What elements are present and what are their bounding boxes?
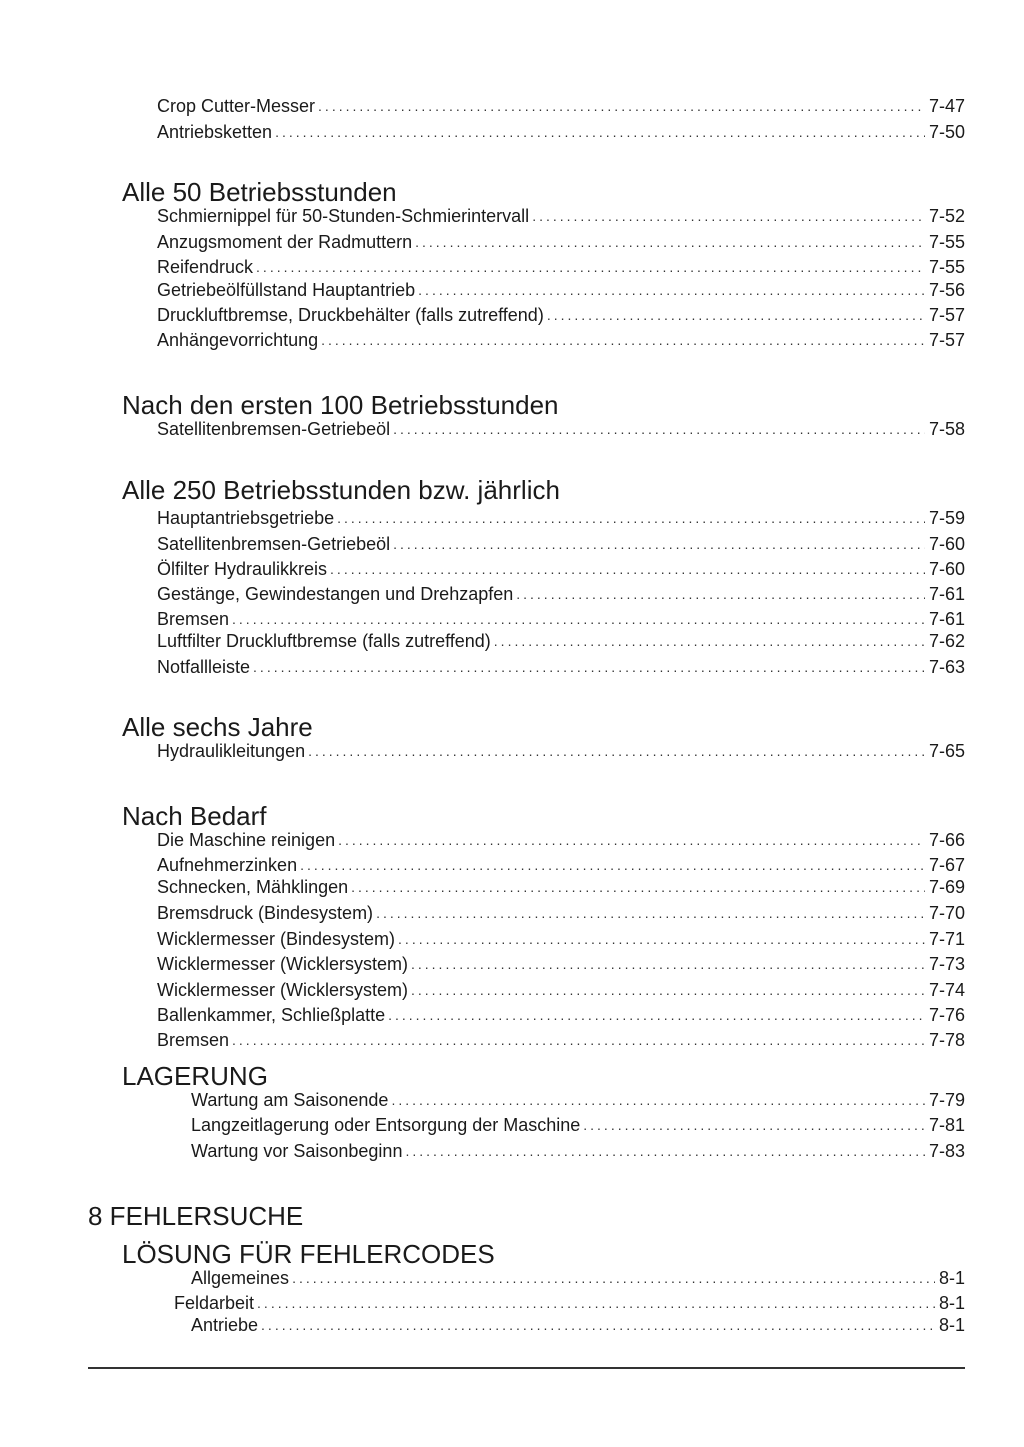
toc-leader	[376, 902, 925, 924]
toc-entry[interactable]	[157, 1004, 965, 1026]
toc-entry[interactable]	[157, 1029, 965, 1051]
toc-page-number: 7-58	[928, 419, 965, 439]
toc-leader	[292, 1267, 935, 1289]
toc-leader	[253, 656, 925, 678]
toc-entry-label: Bremsen	[157, 609, 230, 629]
toc-leader	[583, 1114, 925, 1136]
toc-leader	[516, 583, 925, 605]
section-heading: LAGERUNG	[122, 1061, 268, 1091]
toc-entry[interactable]	[157, 829, 965, 851]
toc-entry[interactable]	[191, 1089, 965, 1111]
toc-entry[interactable]	[157, 256, 965, 278]
toc-entry-label: Hydraulikleitungen	[157, 741, 306, 761]
toc-page-number: 8-1	[938, 1293, 965, 1313]
chapter-heading: 8 FEHLERSUCHE	[88, 1201, 304, 1231]
toc-entry[interactable]	[157, 558, 965, 580]
toc-entry-label: Ölfilter Hydraulikkreis	[157, 559, 328, 579]
toc-entry[interactable]	[157, 329, 965, 351]
toc-page-number: 7-74	[928, 980, 965, 1000]
toc-entry[interactable]	[157, 304, 965, 326]
toc-entry-label: Notfallleiste	[157, 657, 251, 677]
toc-page-number: 7-59	[928, 508, 965, 528]
toc-page-number: 7-60	[928, 559, 965, 579]
toc-page-number: 7-63	[928, 657, 965, 677]
toc-page-number: 7-60	[928, 534, 965, 554]
toc-leader	[300, 854, 925, 876]
toc-entry-label: Wicklermesser (Bindesystem)	[157, 929, 396, 949]
toc-entry[interactable]	[157, 608, 965, 630]
toc-entry[interactable]	[157, 876, 965, 898]
toc-page-number: 7-73	[928, 954, 965, 974]
toc-entry-label: Antriebe	[191, 1315, 259, 1335]
toc-entry[interactable]	[174, 1292, 965, 1314]
toc-entry[interactable]	[157, 902, 965, 924]
toc-leader	[405, 1140, 925, 1162]
toc-page-number: 7-56	[928, 280, 965, 300]
toc-page-number: 7-71	[928, 929, 965, 949]
toc-page-number: 7-69	[928, 877, 965, 897]
toc-entry[interactable]	[191, 1314, 965, 1336]
toc-entry-label: Gestänge, Gewindestangen und Drehzapfen	[157, 584, 514, 604]
toc-leader	[330, 558, 925, 580]
toc-page-number: 7-83	[928, 1141, 965, 1161]
toc-entry-label: Wicklermesser (Wicklersystem)	[157, 954, 408, 974]
section-heading: Alle sechs Jahre	[122, 712, 313, 742]
toc-entry-label: Allgemeines	[191, 1268, 290, 1288]
toc-page-number: 7-52	[928, 206, 965, 226]
toc-leader	[411, 953, 925, 975]
toc-entry[interactable]	[157, 979, 965, 1001]
toc-leader	[308, 740, 925, 762]
toc-leader	[393, 533, 925, 555]
toc-entry[interactable]	[157, 231, 965, 253]
toc-entry-label: Anzugsmoment der Radmuttern	[157, 232, 413, 252]
toc-page-number: 7-55	[928, 257, 965, 277]
toc-entry[interactable]	[157, 630, 965, 652]
toc-leader	[393, 418, 925, 440]
toc-entry[interactable]	[157, 854, 965, 876]
toc-page-number: 8-1	[938, 1315, 965, 1335]
toc-leader	[261, 1314, 935, 1336]
toc-entry[interactable]	[157, 656, 965, 678]
toc-entry-label: Feldarbeit	[174, 1293, 255, 1313]
toc-leader	[418, 279, 925, 301]
toc-entry[interactable]	[157, 507, 965, 529]
toc-leader	[232, 608, 925, 630]
toc-entry-label: Schnecken, Mähklingen	[157, 877, 349, 897]
toc-page-number: 7-61	[928, 609, 965, 629]
toc-page-number: 7-79	[928, 1090, 965, 1110]
toc-leader	[256, 256, 925, 278]
toc-entry-label: Wartung am Saisonende	[191, 1090, 389, 1110]
toc-entry-label: Aufnehmerzinken	[157, 855, 298, 875]
toc-leader	[318, 95, 925, 117]
toc-entry-label: Crop Cutter-Messer	[157, 96, 316, 116]
toc-leader	[338, 829, 925, 851]
toc-page-number: 7-62	[928, 631, 965, 651]
toc-leader	[275, 121, 925, 143]
toc-leader	[388, 1004, 925, 1026]
section-heading: Nach Bedarf	[122, 801, 267, 831]
toc-entry-label: Langzeitlagerung oder Entsorgung der Maschine	[191, 1115, 581, 1135]
toc-entry[interactable]	[157, 533, 965, 555]
toc-page-number: 7-65	[928, 741, 965, 761]
toc-entry-label: Luftfilter Druckluftbremse (falls zutreffend)	[157, 631, 491, 651]
toc-entry[interactable]	[157, 95, 965, 117]
toc-entry-label: Hauptantriebsgetriebe	[157, 508, 335, 528]
toc-page-number: 7-57	[928, 305, 965, 325]
toc-entry[interactable]	[157, 740, 965, 762]
toc-entry[interactable]	[191, 1267, 965, 1289]
section-heading: Nach den ersten 100 Betriebsstunden	[122, 390, 559, 420]
section-heading: LÖSUNG FÜR FEHLERCODES	[122, 1239, 495, 1269]
toc-leader	[391, 1089, 925, 1111]
toc-entry-label: Getriebeölfüllstand Hauptantrieb	[157, 280, 416, 300]
toc-entry-label: Die Maschine reinigen	[157, 830, 336, 850]
toc-entry[interactable]	[157, 583, 965, 605]
toc-page-number: 7-70	[928, 903, 965, 923]
toc-page-number: 7-61	[928, 584, 965, 604]
toc-entry-label: Anhängevorrichtung	[157, 330, 319, 350]
toc-page-number: 7-78	[928, 1030, 965, 1050]
footer-rule	[88, 1367, 965, 1369]
toc-entry-label: Druckluftbremse, Druckbehälter (falls zutreffend)	[157, 305, 544, 325]
toc-leader	[411, 979, 925, 1001]
toc-page-number: 7-76	[928, 1005, 965, 1025]
toc-entry[interactable]	[157, 418, 965, 440]
toc-page-number: 7-67	[928, 855, 965, 875]
toc-leader	[232, 1029, 925, 1051]
toc-entry[interactable]	[157, 121, 965, 143]
toc-leader	[415, 231, 925, 253]
toc-leader	[337, 507, 925, 529]
toc-entry-label: Satellitenbremsen-Getriebeöl	[157, 419, 391, 439]
toc-leader	[494, 630, 925, 652]
toc-page-number: 8-1	[938, 1268, 965, 1288]
toc-entry-label: Bremsdruck (Bindesystem)	[157, 903, 374, 923]
toc-entry[interactable]	[157, 953, 965, 975]
toc-leader	[257, 1292, 935, 1314]
toc-page-number: 7-66	[928, 830, 965, 850]
toc-entry[interactable]	[191, 1140, 965, 1162]
toc-page-number: 7-50	[928, 122, 965, 142]
section-heading: Alle 50 Betriebsstunden	[122, 177, 397, 207]
toc-leader	[351, 876, 925, 898]
toc-leader	[398, 928, 925, 950]
toc-page-number: 7-81	[928, 1115, 965, 1135]
toc-page-number: 7-47	[928, 96, 965, 116]
toc-entry-label: Satellitenbremsen-Getriebeöl	[157, 534, 391, 554]
toc-entry[interactable]	[157, 279, 965, 301]
toc-entry-label: Antriebsketten	[157, 122, 273, 142]
section-heading: Alle 250 Betriebsstunden bzw. jährlich	[122, 475, 560, 505]
toc-leader	[321, 329, 925, 351]
toc-entry[interactable]	[157, 205, 965, 227]
toc-entry-label: Ballenkammer, Schließplatte	[157, 1005, 386, 1025]
toc-entry[interactable]	[191, 1114, 965, 1136]
toc-page-number: 7-57	[928, 330, 965, 350]
toc-leader	[547, 304, 925, 326]
toc-page-number: 7-55	[928, 232, 965, 252]
toc-entry-label: Wicklermesser (Wicklersystem)	[157, 980, 408, 1000]
toc-entry-label: Wartung vor Saisonbeginn	[191, 1141, 403, 1161]
toc-entry-label: Bremsen	[157, 1030, 230, 1050]
toc-entry-label: Reifendruck	[157, 257, 254, 277]
toc-leader	[532, 205, 925, 227]
toc-entry[interactable]	[157, 928, 965, 950]
toc-entry-label: Schmiernippel für 50-Stunden-Schmierintervall	[157, 206, 530, 226]
